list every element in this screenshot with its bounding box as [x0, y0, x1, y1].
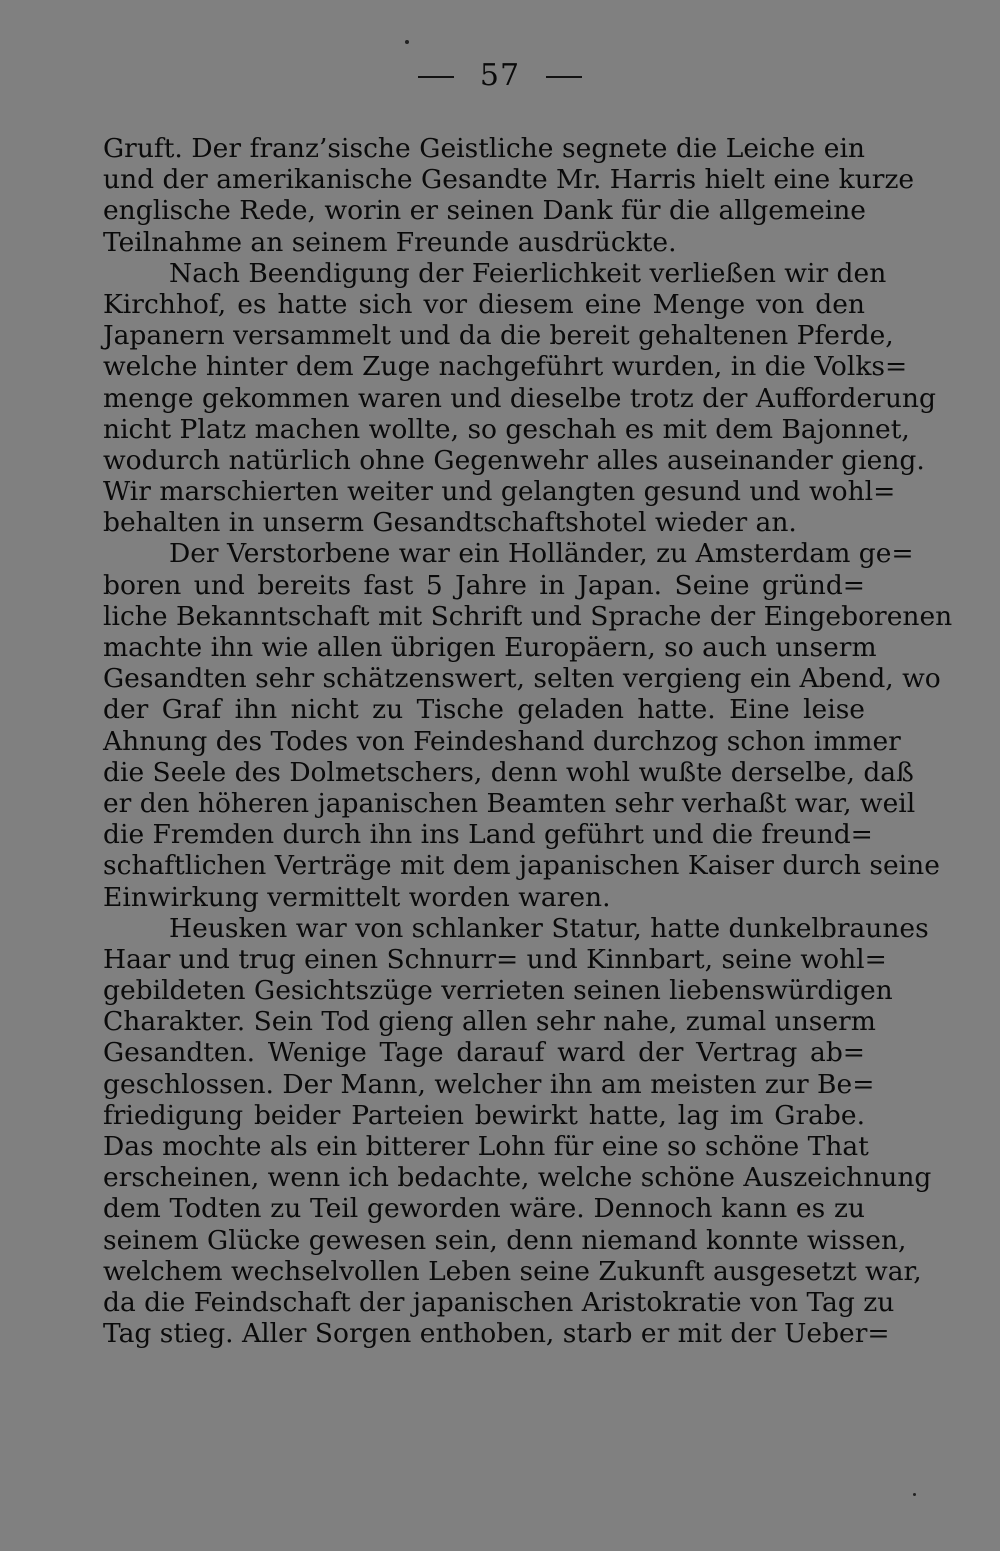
text-line: der Graf ihn nicht zu Tische geladen hatte. Eine leise: [103, 694, 865, 726]
text-line: Ahnung des Todes von Feindeshand durchzog schon immer: [103, 725, 901, 757]
text-line: dem Todten zu Teil geworden wäre. Dennoch kann es zu: [103, 1193, 865, 1225]
text-line: Wir marschierten weiter und gelangten gesund und wohl=: [103, 476, 896, 508]
paper-speck: [405, 40, 409, 44]
text-line: Heusken war von schlanker Statur, hatte dunkelbraunes: [169, 912, 929, 944]
text-line: die Seele des Dolmetschers, denn wohl wußte derselbe, daß: [103, 756, 914, 788]
text-line: Japanern versammelt und da die bereit gehaltenen Pferde,: [103, 320, 894, 352]
text-line: Haar und trug einen Schnurr= und Kinnbart, seine wohl=: [103, 943, 887, 975]
page-header: [0, 58, 1000, 93]
text-line: da die Feindschaft der japanischen Aristokratie von Tag zu: [103, 1286, 895, 1318]
header-dash-left: [418, 76, 454, 78]
text-line: erscheinen, wenn ich bedachte, welche schöne Auszeichnung: [103, 1162, 932, 1194]
text-line: und der amerikanische Gesandte Mr. Harris hielt eine kurze: [103, 164, 915, 196]
text-line: er den höheren japanischen Beamten sehr verhaßt war, weil: [103, 787, 916, 819]
text-line: welchem wechselvollen Leben seine Zukunft ausgesetzt war,: [103, 1255, 922, 1287]
text-line: gebildeten Gesichtszüge verrieten seinen liebenswürdigen: [103, 975, 893, 1007]
body-text: [103, 133, 953, 1350]
text-line: seinem Glücke gewesen sein, denn niemand konnte wissen,: [103, 1224, 907, 1256]
text-line: liche Bekanntschaft mit Schrift und Sprache der Eingeborenen: [103, 600, 953, 632]
text-line: englische Rede, worin er seinen Dank für die allgemeine: [103, 195, 866, 227]
text-line: Das mochte als ein bitterer Lohn für eine so schöne That: [103, 1131, 869, 1162]
text-line: Einwirkung vermittelt worden waren.: [103, 881, 611, 913]
text-line: Gruft. Der franz’sische Geistliche segnete die Leiche ein: [103, 133, 865, 164]
text-line: behalten in unserm Gesandtschaftshotel wieder an.: [103, 507, 797, 539]
text-line: Kirchhof, es hatte sich vor diesem eine Menge von den: [103, 288, 865, 320]
text-line: Nach Beendigung der Feierlichkeit verließen wir den: [169, 257, 887, 289]
text-line: nicht Platz machen wollte, so geschah es mit dem Bajonnet,: [103, 413, 910, 445]
text-line: Gesandten sehr schätzenswert, selten vergieng ein Abend, wo: [103, 663, 941, 695]
text-line: boren und bereits fast 5 Jahre in Japan. Seine gründ=: [103, 569, 865, 601]
text-line: welche hinter dem Zuge nachgeführt wurden, in die Volks=: [103, 351, 908, 383]
text-line: geschlossen. Der Mann, welcher ihn am meisten zur Be=: [103, 1068, 875, 1100]
text-line: schaftlichen Verträge mit dem japanischen Kaiser durch seine: [103, 850, 940, 882]
text-line: wodurch natürlich ohne Gegenwehr alles auseinander gieng.: [103, 444, 925, 476]
text-line: menge gekommen waren und dieselbe trotz der Aufforderung: [103, 382, 936, 414]
paper-speck: [913, 1493, 916, 1496]
text-line: friedigung beider Parteien bewirkt hatte, lag im Grabe.: [103, 1099, 865, 1131]
text-line: Gesandten. Wenige Tage darauf ward der Vertrag ab=: [103, 1037, 865, 1069]
page-number: 57: [479, 58, 521, 93]
text-line: Teilnahme an seinem Freunde ausdrückte.: [103, 226, 677, 258]
text-line: die Fremden durch ihn ins Land geführt und die freund=: [103, 819, 873, 851]
header-dash-right: [546, 76, 582, 78]
text-line: Charakter. Sein Tod gieng allen sehr nahe, zumal unserm: [103, 1006, 876, 1038]
text-line: Tag stieg. Aller Sorgen enthoben, starb er mit der Ueber=: [103, 1318, 890, 1350]
text-line: machte ihn wie allen übrigen Europäern, so auch unserm: [103, 632, 877, 663]
text-line: Der Verstorbene war ein Holländer, zu Amsterdam ge=: [169, 538, 914, 570]
